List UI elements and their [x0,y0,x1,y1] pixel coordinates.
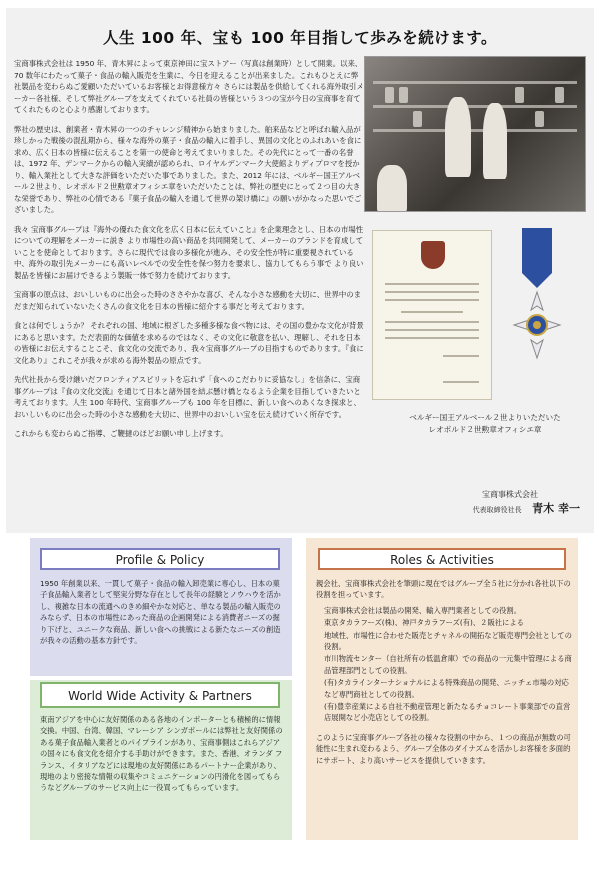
award-caption-line: ベルギー国王アルベール２世よりいただいた [409,413,561,422]
award-caption [392,412,578,436]
list-item: 宝商事株式会社は製品の開発、輸入専門業者としての役割。 [324,605,522,615]
award-caption-line: レオポルド２世勲章オフィシエ章 [428,425,542,434]
list-item: (有)豊幸産業による自社不動産管理と新たなるチョコレート事業部での直営店展開など小売店としての役割。 [324,702,571,723]
roles-list [316,605,572,724]
award-certificate [372,230,492,400]
roles-outro: このように宝商事グループ各社の様々な役割の中から、１つの商品が無数の可能性に生まれ変わるよう、グループ全体のダイナズムを活かしお客様を多面的にサポート、より高いサービスを提供していきます。 [316,732,571,765]
section-text: 東南アジアを中心に友好関係のある各地のインポーターとも積極的に情報交換。中国、台湾、韓国、マレーシア シンガポールには弊社と友好関係のある菓子食品輸入業者とのパイプラインがあり、宝商事側はこれらアジアの国々にも食文化を紹介する手助けができます。また、香港、オランダ フランス、イタリアなどには現地の友好関係にあるパートナー企業があり、現地のより密接な情報の収集やコミュニケーションの円滑化を図ってもらうなどグループのサービス向上に一役買ってもらっています。 [40,715,283,793]
founding-store-photo [364,56,586,212]
section-title: Profile & Policy [40,548,280,570]
message-paragraph: 宝商事の原点は、おいしいものに出会った時のささやかな喜び、そんな小さな感動を大切に、世界中のまだまだ知られていないたくさんの食文化を日本の皆様に紹介する事だと考えております。 [14,290,362,311]
profile-policy-section [30,538,292,676]
message-paragraph: 食とは何でしょうか？ それぞれの国、地域に根ざした多種多様な食べ物には、その国の豊かな文化が背景にあると思います。ただ表面的な価値を求めるのではなく、その文化に敬意を払い、理解し、それを日本の皆様にお伝えすることこそ、食文化の交流であり、我々宝商事グループの目指すものであります。『食に文化あり』これこそが我々が求める海外製品の原点です。 [14,321,364,365]
signature [400,488,580,517]
page-title: 人生 100 年、宝も 100 年目指して歩みを続けます。 [102,29,498,47]
message-paragraph: 我々 宝商事グループは『海外の優れた食文化を広く日本に伝えていこと』を企業理念とし、日本の市場性についての理解をメーカーに説き より市場性の高い商品を共同開発して、メーカーのブランドを育成していことを使命としております。さらに現代では食の多様化が進み、その安全性が特に重要視されている中、海外の取引先メーカーにも高いレベルでの安全性を保つ努力を要求し、協力してもらう事で より良い製品を皆様にお届けできるよう製販一体で努力を続けております。 [14,224,364,280]
list-item: 地域性、市場性に合わせた販売とチャネルの開拓など販売専門会社としての役割。 [324,630,572,652]
message-paragraph: これからも変わらぬご指導、ご鞭撻のほどお願い申し上げます。 [14,429,228,438]
representative-name: 青木 幸一 [532,502,580,515]
message-paragraph: 弊社の歴史は、創業者・青木昇の一つのチャレンジ精神から始まりました。舶来品などと呼ばれ輸入品が珍しかった戦後の混乱期から、様々な海外の菓子・食品の輸入に着手し、異国の文化とのふれあいを食に求め、広く日本の皆様に伝えることを第一の使命と考えてまいりました。その先代にとって一番の名誉は、1972 年、デンマークからの輸入実績が認められ、ロイヤルデンマーク大使館よりディプロマを授かり、輸入業社として大きな評価をいただいた事でありました。また、2012 年には、ベルギー国王アルベール２世より、レオポルド２世勲章オフィシエ章をいただいたことは、弊社の歴史にとって２つ目の大きな栄誉であり、弊社の心情である『菓子食品の輸入を通して世界の架け橋に』の願いがかなった思いでございました。 [14,124,362,214]
roles-activities-section [306,538,578,840]
section-title: Roles & Activities [318,548,566,570]
list-item: 市川物流センター（自社所有の低温倉庫）での商品の一元集中管理による商品管理部門としての役割。 [324,654,572,675]
section-text: 1950 年創業以来、一貫して菓子・食品の輸入卸売業に専心し、日本の菓子食品輸入業者として堅実分野な存在として長年の経験とノウハウを活かし、複雑な日本の流通へのきめ細やかな対応と、単なる製品の輸入販売のみならず、日本の市場性にあった商品の企画開発による消費者ニーズの掘り下げと、ユニークな商品、新しい食への挑戦による新たなニーズの創造が我々の活動の基本方針です。 [40,579,281,646]
leopold-medal [500,226,578,406]
list-item: (有)タカラインターナショナルによる特殊商品の開発、ニッチェ市場の対応など専門商社としての役割。 [324,678,569,699]
list-item: 東京タカラフーズ(株)、神戸タカラフーズ(有)、２販社による [324,618,524,628]
section-title: World Wide Activity & Partners [40,682,280,708]
company-name: 宝商事株式会社 [482,490,538,499]
world-activity-section [30,680,292,840]
message-paragraph: 先代社長から受け継いだフロンティアスピリットを忘れず「食へのこだわりに妥協なし」を信条に、宝商事グループは『食の文化交流』を通じて日本と諸外国を結ぶ懸け橋となるよう企業を目指していきたいと考えております。人生 100 年時代、宝商事グループも 100 年を目標に、新しい食へのあくなき探求と、おいしいものに出会った時の小さな感動を大切に、世界中のおいしい宝を伝え続けていく所存です。 [14,375,361,419]
roles-content [316,578,572,766]
message-paragraph: 宝商事株式会社は 1950 年、青木昇によって東京神田に宝ストアー（写真は創業時）として開業。以来、70 数年にわたって菓子・食品の輸入販売を生業に、今日を迎えることが出来ました。これもひとえに弊社製品を変わらぬご愛顧いただいているお客様とお得意様方々 さらには製品を供給してくれる海外取引メーカー各社様、そして弊社グループを支えてくれている社員の皆様という３つの宝が今日の宝商事を育ててくれたものと心より感謝しております。 [14,59,364,114]
president-message [14,58,364,448]
roles-intro: 親会社、宝商事株式会社を筆頭に現在ではグループ全５社に分かれ各社以下の役割を担っています。 [316,579,571,600]
representative-title: 代表取締役社長 [472,506,522,514]
